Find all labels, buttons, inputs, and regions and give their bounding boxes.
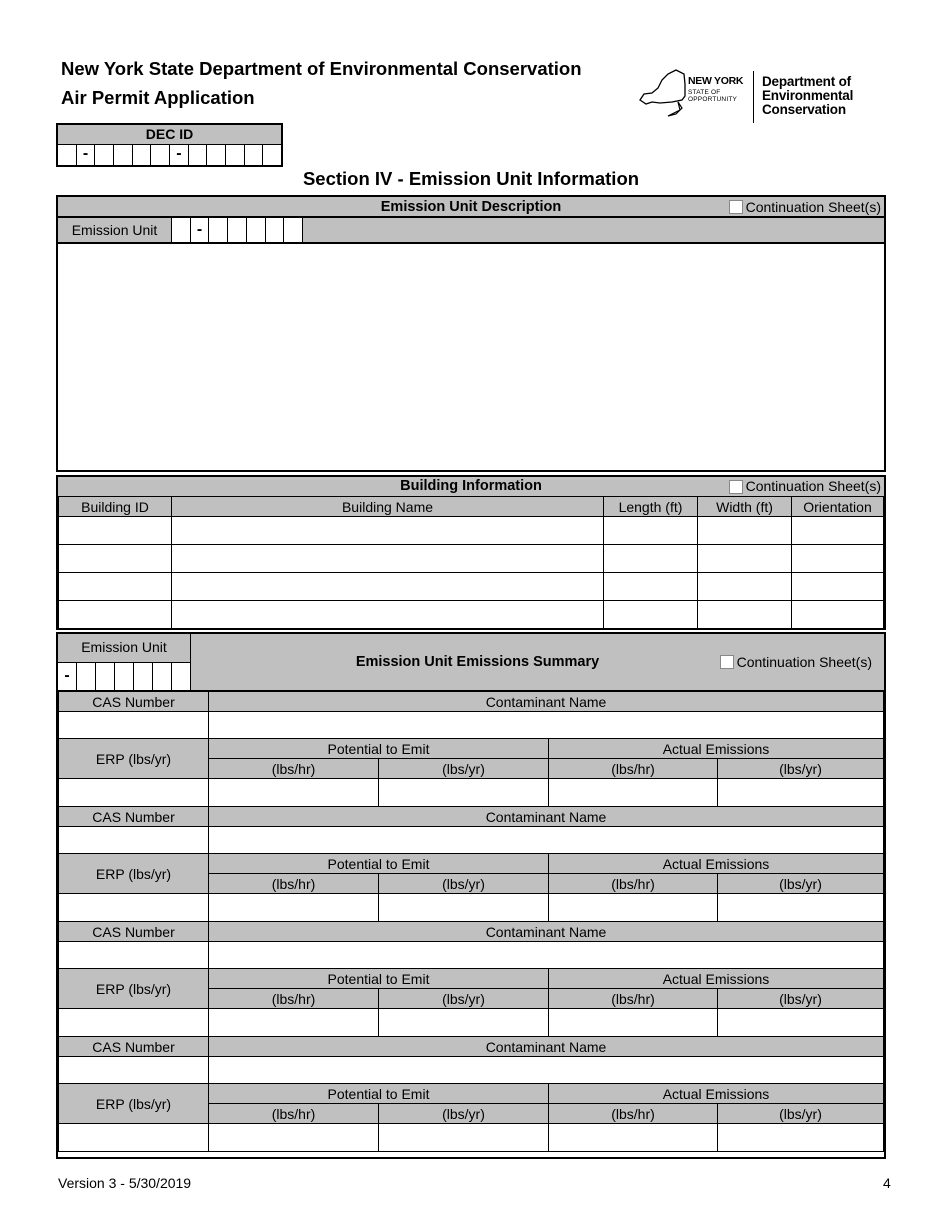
col-building-id: Building ID (59, 497, 172, 517)
summary-eu-id-cells (58, 663, 190, 690)
eu-id-digit[interactable] (228, 218, 247, 242)
summary-header (58, 634, 884, 691)
erp-label: ERP (lbs/yr) (59, 739, 209, 779)
contaminant-name-field[interactable] (209, 712, 884, 739)
length-field[interactable] (604, 545, 698, 573)
orientation-field[interactable] (792, 601, 884, 629)
description-continuation (729, 197, 881, 216)
actual-lbsyr-label: (lbs/yr) (718, 874, 884, 894)
building-name-field[interactable] (172, 517, 604, 545)
building-name-field[interactable] (172, 601, 604, 629)
cas-number-field[interactable] (59, 942, 209, 969)
eu-id-digit[interactable] (247, 218, 266, 242)
logo-dept-line3: Conservation (762, 102, 846, 117)
emissions-summary-section (56, 632, 886, 1159)
building-header (58, 477, 884, 496)
actual-lbshr-field[interactable] (549, 779, 718, 807)
contaminant-name-field[interactable] (209, 942, 884, 969)
emission-group-header (59, 692, 884, 712)
building-row (59, 601, 884, 629)
new-york-state-map-icon (638, 66, 688, 118)
summary-continuation (720, 634, 872, 690)
eu-id-digit[interactable] (172, 218, 191, 242)
continuation-checkbox[interactable] (720, 655, 734, 669)
contaminant-name-label: Contaminant Name (209, 692, 884, 712)
logo-state-of-opportunity (688, 89, 737, 103)
building-name-field[interactable] (172, 573, 604, 601)
actual-lbshr-field[interactable] (549, 894, 718, 922)
cas-number-label: CAS Number (59, 692, 209, 712)
contaminant-name-label: Contaminant Name (209, 807, 884, 827)
summary-title-bar (191, 634, 884, 690)
actual-lbsyr-field[interactable] (718, 1124, 884, 1152)
continuation-checkbox[interactable] (729, 480, 743, 494)
dec-id-digit[interactable] (95, 145, 114, 165)
erp-field[interactable] (59, 779, 209, 807)
cas-number-label: CAS Number (59, 1037, 209, 1057)
eu-id-digit[interactable] (96, 663, 115, 690)
length-field[interactable] (604, 517, 698, 545)
eu-id-digit[interactable] (172, 663, 190, 690)
actual-lbshr-field[interactable] (549, 1124, 718, 1152)
description-emission-unit-row (58, 217, 884, 244)
logo-state-of: STATE OF (688, 89, 721, 96)
dec-id-dash: - (77, 145, 96, 165)
summary-emission-unit-label: Emission Unit (58, 634, 190, 663)
cas-number-field[interactable] (59, 827, 209, 854)
cas-number-field[interactable] (59, 1057, 209, 1084)
length-field[interactable] (604, 601, 698, 629)
contaminant-name-label: Contaminant Name (209, 922, 884, 942)
continuation-checkbox[interactable] (729, 200, 743, 214)
pte-lbsyr-field[interactable] (379, 894, 549, 922)
building-row (59, 545, 884, 573)
dec-id-digit[interactable] (245, 145, 264, 165)
eu-id-digit[interactable] (266, 218, 285, 242)
actual-lbsyr-field[interactable] (718, 894, 884, 922)
actual-lbshr-label: (lbs/hr) (549, 759, 718, 779)
eu-id-dash: - (58, 663, 77, 690)
building-title: Building Information (400, 478, 542, 494)
continuation-label: Continuation Sheet(s) (745, 478, 881, 494)
erp-label: ERP (lbs/yr) (59, 969, 209, 1009)
building-id-field[interactable] (59, 601, 172, 629)
continuation-label: Continuation Sheet(s) (745, 198, 881, 215)
dec-id-digit[interactable] (226, 145, 245, 165)
building-name-field[interactable] (172, 545, 604, 573)
emissions-table (58, 691, 884, 1152)
dec-id-digit[interactable] (133, 145, 152, 165)
emission-group-header (59, 1037, 884, 1057)
pte-lbshr-label: (lbs/hr) (209, 1104, 379, 1124)
orientation-field[interactable] (792, 517, 884, 545)
building-id-field[interactable] (59, 573, 172, 601)
version-footer: Version 3 - 5/30/2019 (58, 1175, 192, 1191)
building-id-field[interactable] (59, 517, 172, 545)
emission-unit-label: Emission Unit (58, 218, 172, 242)
dec-id-digit[interactable] (114, 145, 133, 165)
dec-id-label: DEC ID (58, 125, 281, 145)
eu-id-digit[interactable] (153, 663, 172, 690)
contaminant-name-field[interactable] (209, 1057, 884, 1084)
section-title: Section IV - Emission Unit Information (302, 168, 640, 189)
width-field[interactable] (698, 573, 792, 601)
agency-title: New York State Department of Environmental Conservation (61, 58, 582, 79)
building-table (58, 496, 884, 629)
actual-lbshr-label: (lbs/hr) (549, 1104, 718, 1124)
col-orientation: Orientation (792, 497, 884, 517)
eu-id-digit[interactable] (115, 663, 134, 690)
pte-lbshr-field[interactable] (209, 1124, 379, 1152)
pte-lbshr-field[interactable] (209, 779, 379, 807)
erp-field[interactable] (59, 1124, 209, 1152)
pte-lbsyr-field[interactable] (379, 779, 549, 807)
pte-lbshr-field[interactable] (209, 1009, 379, 1037)
page-number: 4 (883, 1175, 891, 1191)
eu-id-dash: - (191, 218, 210, 242)
logo-new-york: NEW YORK (688, 75, 744, 87)
actual-lbsyr-label: (lbs/yr) (718, 1104, 884, 1124)
actual-emissions-label: Actual Emissions (549, 854, 884, 874)
description-title: Emission Unit Description (380, 199, 562, 215)
building-continuation (729, 477, 881, 496)
logo-dept-line1: Department of (762, 74, 851, 89)
dec-id-digit[interactable] (58, 145, 77, 165)
cas-number-label: CAS Number (59, 922, 209, 942)
dec-id-cells (58, 145, 281, 165)
erp-field[interactable] (59, 1009, 209, 1037)
pte-lbsyr-label: (lbs/yr) (379, 1104, 549, 1124)
erp-field[interactable] (59, 894, 209, 922)
eu-id-digit[interactable] (134, 663, 153, 690)
dec-id-digit[interactable] (151, 145, 170, 165)
pte-lbsyr-label: (lbs/yr) (379, 874, 549, 894)
actual-lbshr-label: (lbs/hr) (549, 989, 718, 1009)
actual-lbshr-field[interactable] (549, 1009, 718, 1037)
dec-id-digit[interactable] (189, 145, 208, 165)
logo-dept-line2: Environmental (762, 88, 854, 103)
logo-opportunity: OPPORTUNITY (688, 96, 738, 103)
emission-group-header (59, 807, 884, 827)
actual-lbsyr-label: (lbs/yr) (718, 759, 884, 779)
cas-number-label: CAS Number (59, 807, 209, 827)
actual-emissions-label: Actual Emissions (549, 969, 884, 989)
orientation-field[interactable] (792, 573, 884, 601)
summary-title: Emission Unit Emissions Summary (355, 654, 600, 670)
dec-id-dash: - (170, 145, 189, 165)
form-title: Air Permit Application (61, 87, 255, 108)
emission-group-header (59, 922, 884, 942)
contaminant-name-field[interactable] (209, 827, 884, 854)
eu-id-digit[interactable] (209, 218, 228, 242)
actual-lbsyr-field[interactable] (718, 1009, 884, 1037)
pte-lbshr-label: (lbs/hr) (209, 759, 379, 779)
logo-divider (753, 71, 754, 123)
pte-lbsyr-field[interactable] (379, 1009, 549, 1037)
nys-dec-logo (638, 66, 878, 126)
actual-emissions-label: Actual Emissions (549, 739, 884, 759)
col-building-name: Building Name (172, 497, 604, 517)
continuation-label: Continuation Sheet(s) (736, 654, 872, 670)
eu-id-digit[interactable] (284, 218, 303, 242)
emission-unit-description-section (56, 195, 886, 472)
pte-lbsyr-label: (lbs/yr) (379, 989, 549, 1009)
dec-id-digit[interactable] (207, 145, 226, 165)
dec-id-digit[interactable] (263, 145, 281, 165)
emission-unit-id-cells (172, 218, 303, 242)
actual-emissions-label: Actual Emissions (549, 1084, 884, 1104)
pte-lbsyr-label: (lbs/yr) (379, 759, 549, 779)
dec-id-box (56, 123, 283, 167)
pte-lbsyr-field[interactable] (379, 1124, 549, 1152)
summary-emission-unit-box (58, 634, 191, 690)
building-id-field[interactable] (59, 545, 172, 573)
building-information-section (56, 475, 886, 630)
width-field[interactable] (698, 601, 792, 629)
pte-label: Potential to Emit (209, 969, 549, 989)
building-row (59, 517, 884, 545)
pte-label: Potential to Emit (209, 854, 549, 874)
eu-id-digit[interactable] (77, 663, 96, 690)
description-textarea[interactable] (58, 244, 884, 470)
orientation-field[interactable] (792, 545, 884, 573)
cas-number-field[interactable] (59, 712, 209, 739)
contaminant-name-label: Contaminant Name (209, 1037, 884, 1057)
pte-label: Potential to Emit (209, 1084, 549, 1104)
pte-lbshr-label: (lbs/hr) (209, 989, 379, 1009)
building-row (59, 573, 884, 601)
actual-lbshr-label: (lbs/hr) (549, 874, 718, 894)
width-field[interactable] (698, 545, 792, 573)
col-width: Width (ft) (698, 497, 792, 517)
width-field[interactable] (698, 517, 792, 545)
erp-label: ERP (lbs/yr) (59, 854, 209, 894)
length-field[interactable] (604, 573, 698, 601)
description-header (58, 197, 884, 217)
actual-lbsyr-label: (lbs/yr) (718, 989, 884, 1009)
actual-lbsyr-field[interactable] (718, 779, 884, 807)
pte-label: Potential to Emit (209, 739, 549, 759)
col-length: Length (ft) (604, 497, 698, 517)
pte-lbshr-label: (lbs/hr) (209, 874, 379, 894)
logo-department (762, 75, 853, 117)
pte-lbshr-field[interactable] (209, 894, 379, 922)
erp-label: ERP (lbs/yr) (59, 1084, 209, 1124)
